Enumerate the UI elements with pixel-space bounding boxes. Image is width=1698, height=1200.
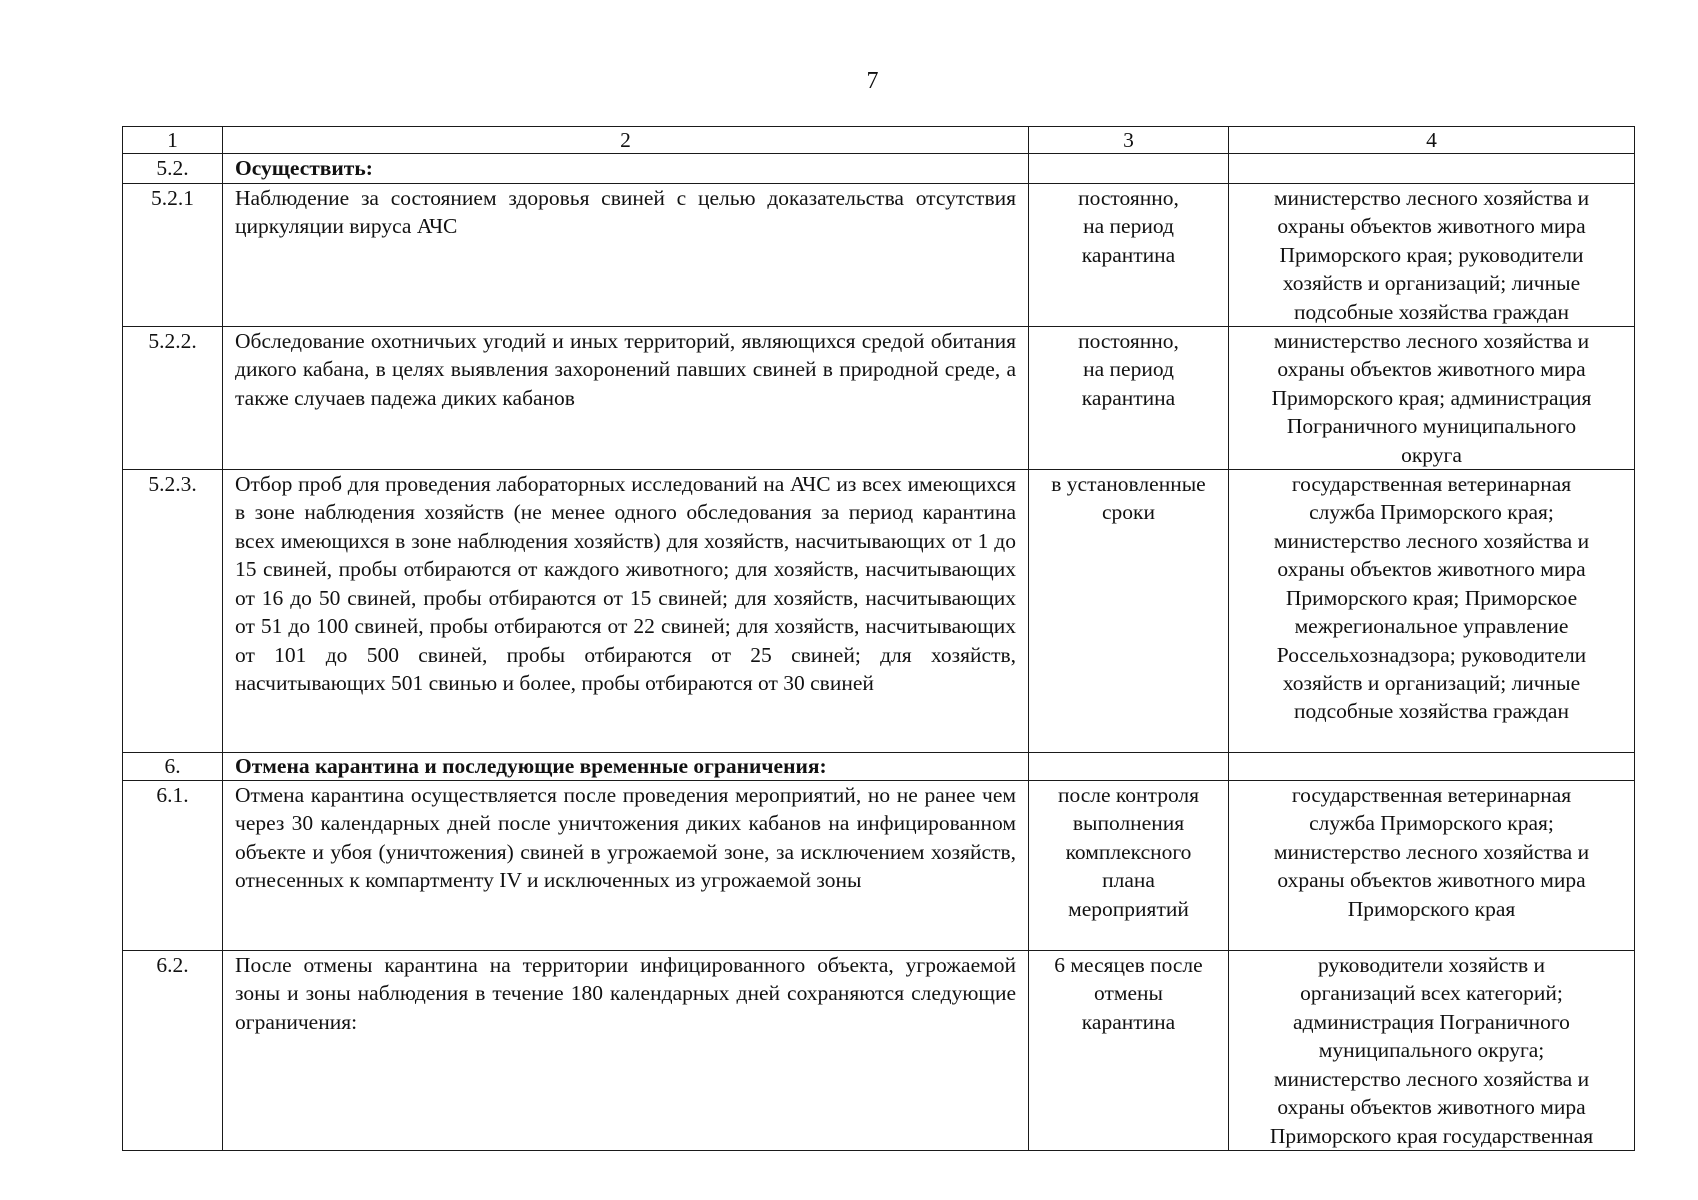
responsible-line: администрация Пограничного: [1293, 1009, 1570, 1034]
item-description: После отмены карантина на территории инфицированного объекта, угрожаемой зоны и зоны наблюдения в течение 180 календарных дней сохраняются следующие ограничения:: [223, 951, 1029, 1151]
column-number-2: 2: [223, 127, 1029, 154]
responsible-line: охраны объектов животного мира: [1277, 868, 1586, 893]
responsible-line: межрегиональное управление: [1294, 614, 1569, 639]
term-line: 6 месяцев после: [1054, 953, 1203, 978]
item-number: 6.1.: [123, 781, 223, 951]
item-description: Обследование охотничьих угодий и иных территорий, являющихся средой обитания дикого кабана, в целях выявления захоронений павших свиней в природной среде, а также случаев падежа диких кабанов: [223, 327, 1029, 470]
column-number-row: [123, 127, 1635, 154]
responsible-line: государственная ветеринарная: [1291, 783, 1572, 808]
column-number-1: 1: [123, 127, 223, 154]
page-number: 7: [866, 68, 879, 94]
item-term: [1029, 470, 1229, 753]
term-line: карантина: [1081, 1009, 1176, 1034]
responsible-line: Пограничного муниципального: [1286, 414, 1577, 439]
item-description: Отмена карантина осуществляется после проведения мероприятий, но не ранее чем через 30 календарных дней после уничтожения диких кабанов на инфицированном объекте и убоя (уничтожения) свиней в угрожаемой зоне, за исключением хозяйств, отнесенных к компартменту IV и исключенных из угрожаемой зоны: [223, 781, 1029, 951]
item-term: [1029, 753, 1229, 781]
responsible-line: охраны объектов животного мира: [1277, 357, 1586, 382]
item-term: [1029, 951, 1229, 1151]
responsible-line: государственная ветеринарная: [1291, 472, 1572, 497]
term-line: постоянно,: [1078, 329, 1179, 354]
responsible-line: охраны объектов животного мира: [1277, 557, 1586, 582]
responsible-line: Приморского края; руководители: [1279, 242, 1584, 267]
term-line: сроки: [1102, 500, 1155, 525]
responsible-line: подсобные хозяйства граждан: [1294, 299, 1569, 324]
table-row: [123, 327, 1635, 470]
item-number: 6.: [123, 753, 223, 781]
item-term: [1029, 781, 1229, 951]
item-term: [1029, 154, 1229, 184]
table-row: [123, 951, 1635, 1151]
responsible-line: Приморского края государственная: [1269, 1123, 1594, 1148]
column-number-3: 3: [1029, 127, 1229, 154]
responsible-line: хозяйств и организаций; личные: [1282, 271, 1581, 296]
measures-table: [122, 126, 1635, 1151]
responsible-line: министерство лесного хозяйства и: [1273, 329, 1590, 354]
item-number: 5.2.1: [123, 184, 223, 327]
item-term: [1029, 184, 1229, 327]
item-responsible: [1229, 327, 1635, 470]
item-responsible: [1229, 781, 1635, 951]
item-description: Отмена карантина и последующие временные ограничения:: [223, 753, 1029, 781]
table-row: [123, 184, 1635, 327]
column-number-4: 4: [1229, 127, 1635, 154]
responsible-line: министерство лесного хозяйства и: [1273, 528, 1590, 553]
term-line: карантина: [1081, 385, 1176, 410]
responsible-line: Приморского края; администрация: [1271, 385, 1592, 410]
term-line: отмены: [1094, 981, 1163, 1006]
item-responsible: [1229, 184, 1635, 327]
responsible-line: хозяйств и организаций; личные: [1282, 670, 1581, 695]
term-line: на период: [1083, 214, 1174, 239]
responsible-line: министерство лесного хозяйства и: [1273, 186, 1590, 210]
item-description: Наблюдение за состоянием здоровья свиней с целью доказательства отсутствия циркуляции вируса АЧС: [223, 184, 1029, 327]
responsible-line: Приморского края; Приморское: [1285, 585, 1578, 610]
term-line: постоянно,: [1078, 186, 1179, 210]
table-row-section-5-2: [123, 154, 1635, 184]
item-number: 6.2.: [123, 951, 223, 1151]
item-description: Осуществить:: [223, 154, 1029, 184]
responsible-line: министерство лесного хозяйства и: [1273, 1066, 1590, 1091]
responsible-line: служба Приморского края;: [1309, 811, 1554, 836]
responsible-line: охраны объектов животного мира: [1277, 214, 1586, 239]
item-description: Отбор проб для проведения лабораторных исследований на АЧС из всех имеющихся в зоне наблюдения хозяйств (не менее одного обследования за период карантина всех имеющихся в зоне наблюдения хозяйств) для хозяйств, насчитывающих от 1 до 15 свиней, пробы отбираются от каждого животного; для хозяйств, насчитывающих от 16 до 50 свиней, пробы отбираются от 15 свиней; для хозяйств, насчитывающих от 51 до 100 свиней, пробы отбираются от 22 свиней; для хозяйств, насчитывающих от 101 до 500 свиней, пробы отбираются от 25 свиней; для хозяйств, насчитывающих 501 свинью и более, пробы отбираются от 30 свиней: [223, 470, 1029, 753]
responsible-line: организаций всех категорий;: [1300, 981, 1563, 1006]
term-line: мероприятий: [1068, 896, 1189, 921]
responsible-line: служба Приморского края;: [1309, 500, 1554, 525]
responsible-line: охраны объектов животного мира: [1277, 1095, 1586, 1120]
term-line: после контроля: [1057, 783, 1200, 808]
item-responsible: [1229, 951, 1635, 1151]
term-line: на период: [1083, 357, 1174, 382]
item-term: [1029, 327, 1229, 470]
responsible-line: руководители хозяйств и: [1318, 953, 1545, 978]
item-responsible: [1229, 753, 1635, 781]
responsible-line: муниципального округа;: [1318, 1038, 1545, 1063]
item-responsible: [1229, 470, 1635, 753]
term-line: карантина: [1081, 242, 1176, 267]
responsible-line: подсобные хозяйства граждан: [1294, 699, 1569, 724]
table-row: [123, 781, 1635, 951]
term-line: выполнения: [1072, 811, 1185, 836]
term-line: плана: [1102, 868, 1155, 893]
item-number: 5.2.: [123, 154, 223, 184]
responsible-line: Приморского края: [1347, 896, 1516, 921]
responsible-line: Россельхознадзора; руководители: [1276, 642, 1587, 667]
item-number: 5.2.3.: [123, 470, 223, 753]
term-line: в установленные: [1051, 472, 1206, 497]
table-row-section-6: [123, 753, 1635, 781]
item-responsible: [1229, 154, 1635, 184]
responsible-line: округа: [1401, 442, 1462, 467]
term-line: комплексного: [1065, 839, 1192, 864]
responsible-line: министерство лесного хозяйства и: [1273, 839, 1590, 864]
item-number: 5.2.2.: [123, 327, 223, 470]
table-row: [123, 470, 1635, 753]
